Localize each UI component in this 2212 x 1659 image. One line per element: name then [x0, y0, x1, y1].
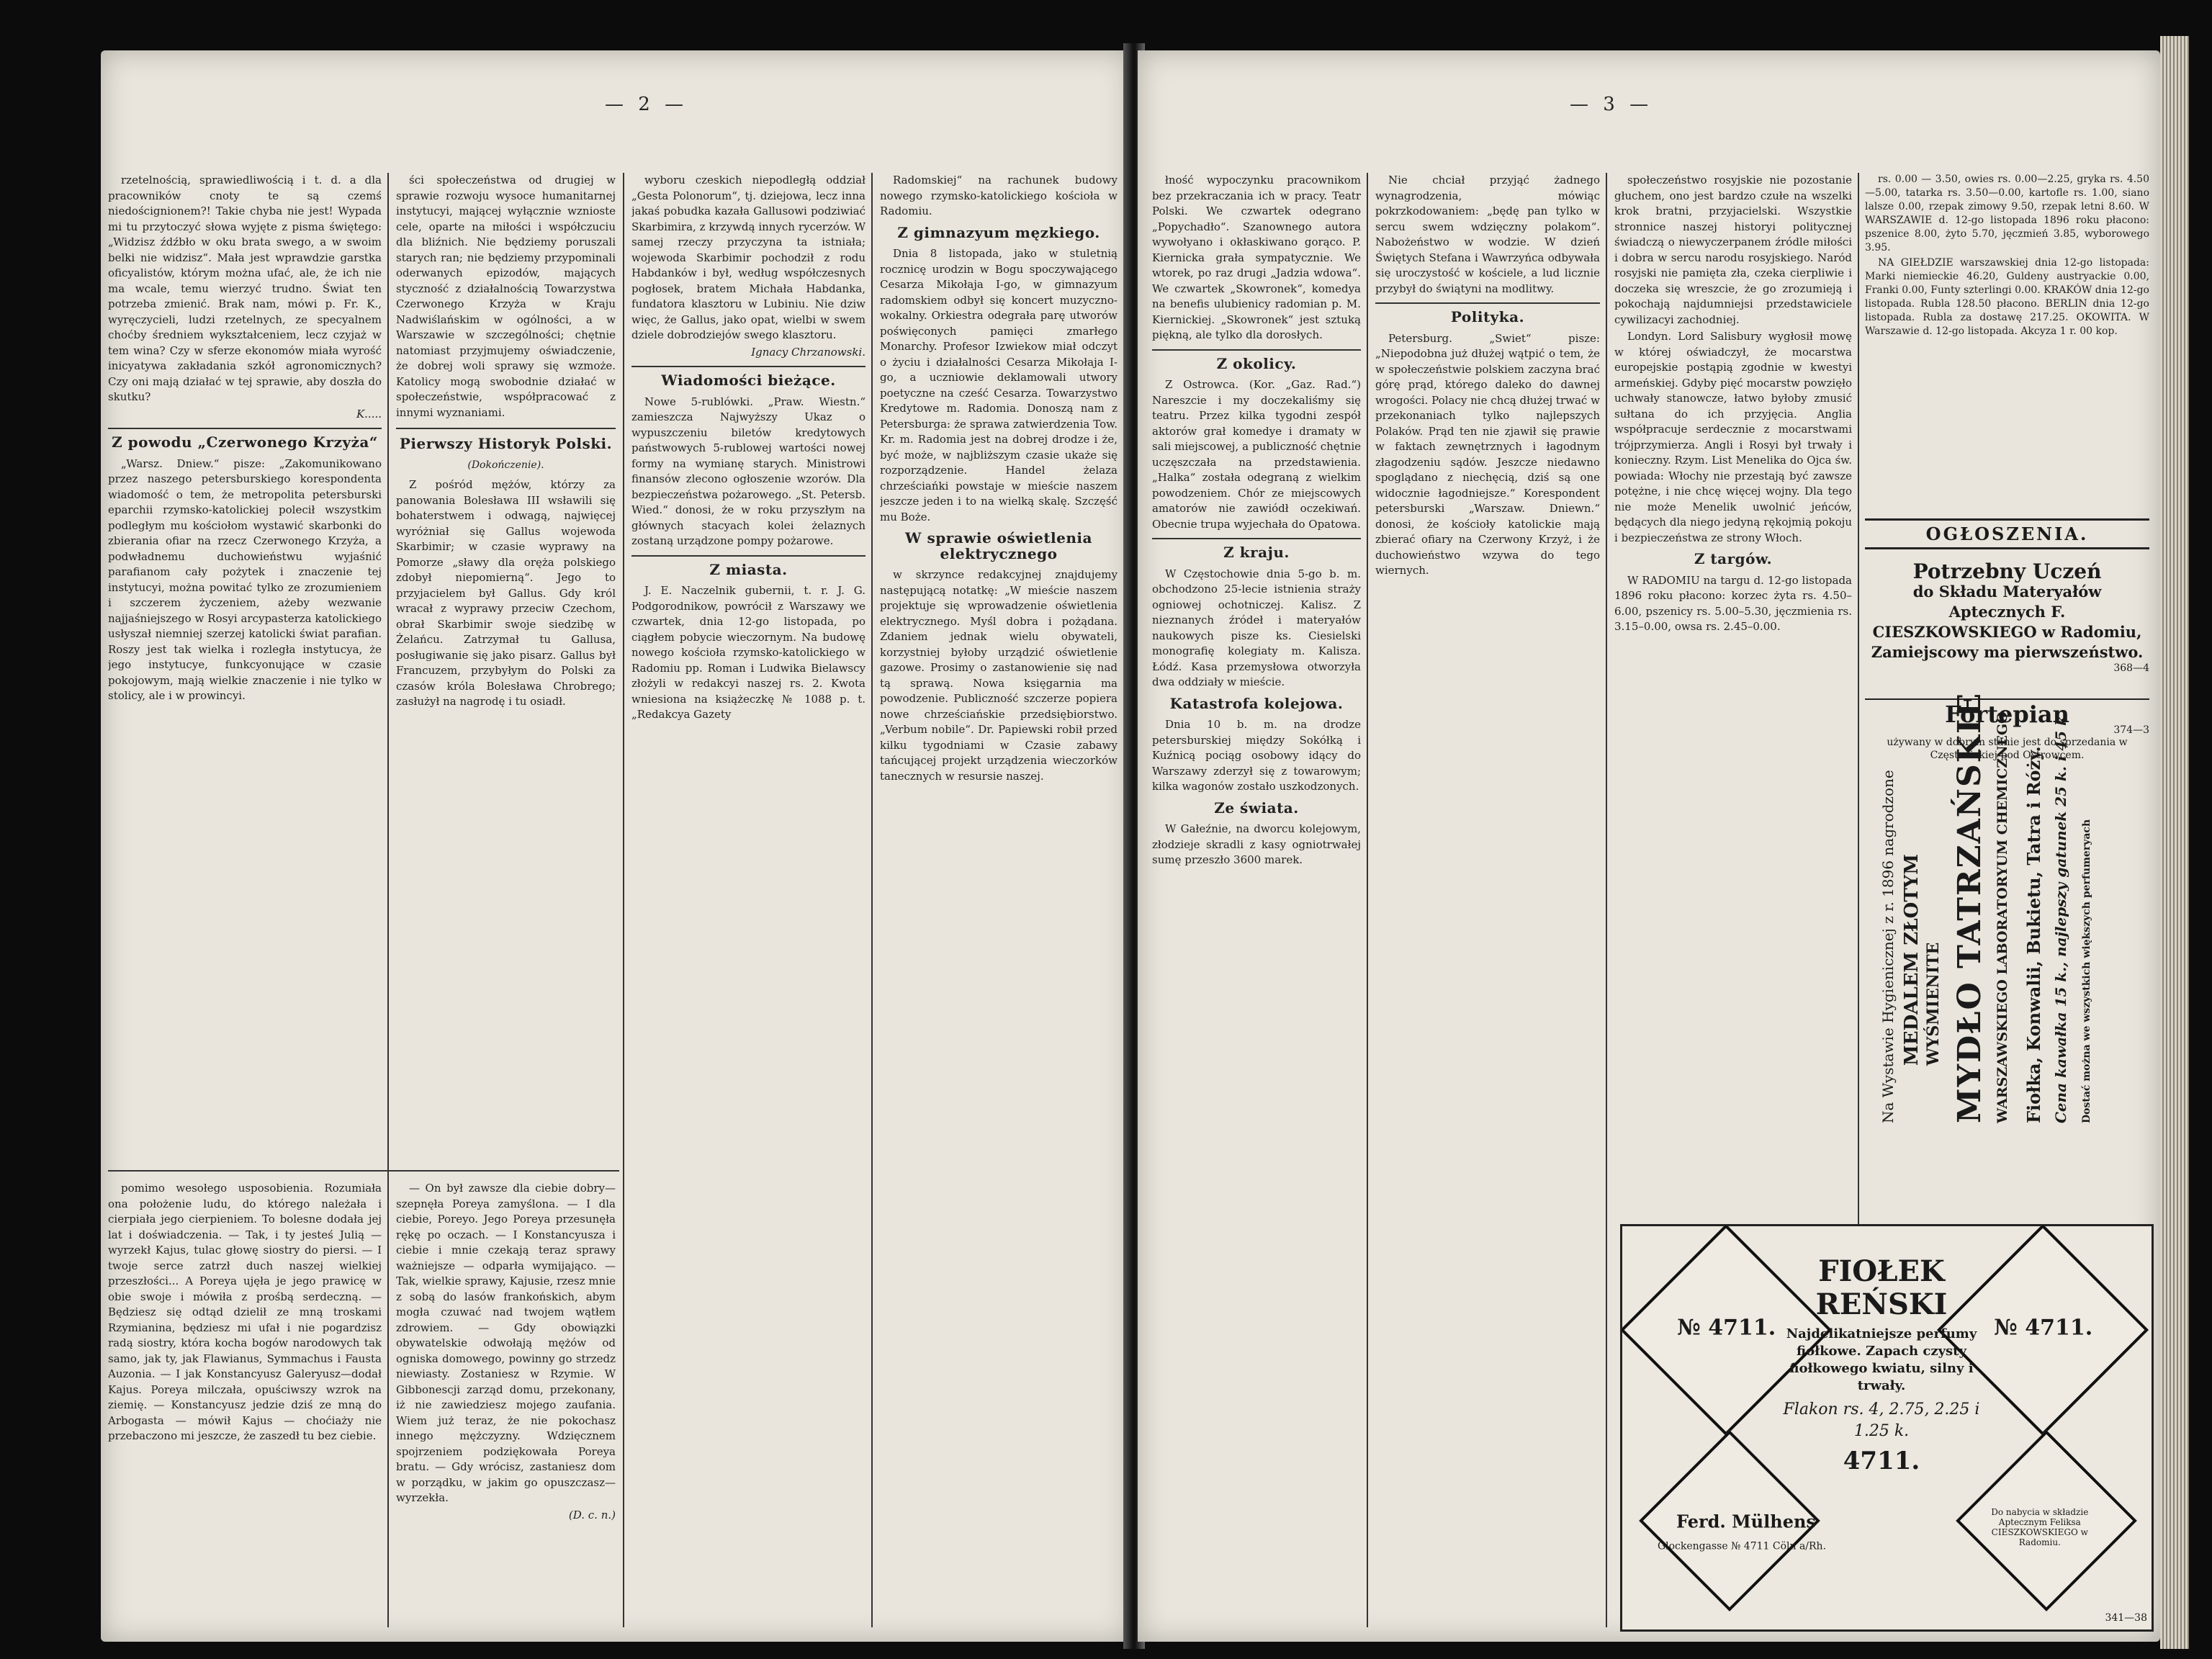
article-text: „Warsz. Dniew.“ pisze: „Zakomunikowano przez naszego petersburskiego korespondenta wiadomość o tem, że metropolita petersburski eparchii rzymsko-katolickiej polecił wszystkim podległym mu kościołom wystawić skarbonki do zbierania ofiar na rzecz Czerwonego Krzyża, a podwładnemu duchowieństwu wyjaśnić parafianom cały pożytek i znaczenie tej instytucyi, można powitać tylko ze zrozumieniem i szczerem życzeniem, ażeby wezwanie najjaśniejszego w Rosyi arcypasterza katolickiego usłyszał niemniej szerzej katolicki świat parafian. Roszy jest tak wielka i rozległa instytucya, że jego instytucye, funkcyonujące w czasie pokojowym, mają wielkie znaczenie i nie tylko w stolicy, ale i w prowincyi.	[108, 457, 382, 702]
article-text: w skrzynce redakcyjnej znajdujemy następującą notatkę: „W mieście naszem projektuje się wprowadzenie oświetlenia elektrycznego. Myśl dobra i pożądana. Zdaniem jednak wielu obywateli, korzystniej byłoby urządzić oświetlenie gazowe. Prosimy o zastanowienie się nad tą sprawą. Nowa księgarnia ma powodzenie. Publiczność szczerze popiera nowe chrześciańskie przedsiębiorstwo. „Verbum nobile“. Dr. Papiewski robił przed kilku tygodniami w Czasie zabawy tańcującej projekt urządzenia wieczorków tanecznych w resursie naszej.	[880, 568, 1118, 783]
article-text: społeczeństwo rosyjskie nie pozostanie głuchem, ono jest bardzo czułe na wszelki krok bratni, przyjacielski. Wszystkie stronnice naszej historyi politycznej świadczą o niewyczerpanem źródle miłości i dobra w sercu narodu rosyjskiego. Naród rosyjski nie pamięta zła, czeka cierpliwie i doczeka się wreszcie, że go zrozumieją i pokochają najdumniejsi przedstawiciele cywilizacyi zachodniej.	[1614, 174, 1852, 326]
section-headline: Z kraju.	[1223, 544, 1290, 561]
column-rule	[871, 173, 873, 1627]
article-headline: Pierwszy Historyk Polski.	[399, 435, 613, 452]
article-text: rzetelnością, sprawiedliwością i t. d. a dla pracowników cnoty te są czemś niedoścignionem?! Takie chyba nie jest! Wypada mi tu przytoczyć słowa wyjęte z pisma świętego: „Widzisz źdźbło w oku brata swego, a w swoim belki nie widzisz“. Mała jest wprawdzie garstka oficyalistów, którym można ufać, ale, że ich nie ma wcale, temu wierzyć trudno. Świat ten potrzeba zmienić. Brak nam, mówi p. Fr. K., wyręczycieli, ludzi rzetelnych, ze specyalnem choćby średniem wykształceniem, lecz czyjaż w tem wina? Czy w sferze ekonomów miała wyrość inicyatywa zakładania szkół agronomicznych? Czy oni mają działać w tej sprawie, aby doszła do skutku?	[108, 174, 382, 403]
feuilleton-rule	[108, 1170, 619, 1172]
section-rule	[631, 366, 866, 367]
signature: (D. c. n.)	[568, 1508, 616, 1521]
article-text: wyboru czeskich niepodległą oddział „Gesta Polonorum“, tj. dziejowa, lecz inna jakaś pobudka kazała Gallusowi podziwiać Skarbimira, z krzywdą innych rycerzów. W samej rzeczy przyczyna ta istniała; wojewoda Skarbimir pochodził z rodu Habdanków i był, według współczesnych pogłosek, bratem Michała Habdanka, fundatora klasztoru w Lubiniu. Nie dziw więc, że Gallus, jako opat, wielbi w swem dziele dobrodziejów swego klasztoru.	[631, 174, 866, 341]
section-rule	[108, 428, 382, 429]
article-text: W Częstochowie dnia 5-go b. m. obchodzono 25-lecie istnienia straży ogniowej ochotniczej. Kalisz. Z nieznanych źródeł i materyałów naukowych pisze ks. Ciesielski monografię kolegiaty m. Kalisza. Łódź. Kasa przemysłowa otworzyła dwa oddziały w mieście.	[1152, 567, 1361, 688]
perfume-number: № 4711.	[1994, 1315, 2093, 1341]
section-headline: Katastrofa kolejowa.	[1169, 694, 1344, 712]
article-text: W Gałeźnie, na dworcu kolejowym, złodzieje skradli z kasy ogniotrwałej sumę przeszło 3600 marek.	[1152, 822, 1361, 866]
market-prices	[1865, 173, 2149, 511]
column-rule	[623, 173, 624, 1627]
feuilleton-text: pomimo wesołego usposobienia. Rozumiała ona położenie ludu, do którego należała i cierpiała jego cierpieniem. To bolesne dodała jej lat i doświadczenia. — Tak, i ty jesteś Julią — wyrzekł Kajus, tulac głowę siostry do piersi. — I twoje serce zatrzł duch naszej wielkiej przeszłości... A Poreya ujęła je jego prawicę w obie swoje i mówiła z prośbą serdeczną. — Będziesz się odtąd dzielił ze mną troskami Rzymianina, będziesz mi ufał i nie pogardzisz radą siostry, która kocha bogów narodowych tak samo, jak ty, jak Flawianus, Symmachus i Fausta Auzonia. — I jak Konstancyusz Galeryusz—dodał Kajus. Poreya milczała, opuściwszy wzrok na ziemię. — Konstancyusz jedzie dziś ze mną do Arbogasta — mówił Kajus — choćiaży nie przebaczono mi jeszcze, że zaszedł tu bez ciebie.	[108, 1182, 382, 1442]
perfume-subtitle: Najdelikatniejsze perfumy fiołkowe. Zapach czysty fiołkowego kwiatu, silny i trwały.	[1786, 1326, 1977, 1393]
section-rule	[1152, 349, 1361, 351]
right-page	[1138, 50, 2160, 1642]
soap-ad-kinds: Fiołka, Konwalii, Bukietu, Tatra i Róży.	[2023, 746, 2044, 1123]
column-rule	[1367, 173, 1368, 1627]
ad-title: Fortepian	[1945, 701, 2069, 728]
ad-body: używany w dobrym stanie jest do sprzedania w Częstocickiej pod Ostrowcem.	[1887, 737, 2128, 761]
section-rule	[396, 428, 616, 429]
announcements-header: OGŁOSZENIA.	[1865, 518, 2149, 549]
perfume-mark: 4711.	[1843, 1447, 1920, 1475]
perfume-number: № 4711.	[1677, 1315, 1776, 1341]
ad-code: 368—4	[2113, 662, 2149, 674]
section-headline: Wiadomości bieżące.	[661, 372, 836, 389]
cieszkowski-text: Do nabycia w składzie Aptecznym Feliksa CIESZKOWSKIEGO w Radomiu.	[1991, 1507, 2089, 1548]
ad-code: 374—3	[2113, 724, 2149, 736]
section-headline: Ze świata.	[1214, 799, 1299, 817]
article-text: Radomskiej“ na rachunek budowy nowego rzymsko-katolickiego kościoła w Radomiu.	[880, 174, 1118, 217]
perfume-ad	[1620, 1224, 2154, 1632]
feuilleton-column-2	[396, 1181, 616, 1627]
perfume-title: FIOŁEK REŃSKI	[1815, 1254, 1948, 1321]
perfume-center	[1766, 1255, 1997, 1475]
article-text: ści społeczeństwa od drugiej w sprawie rozwoju wysoce humanitarnej instytucyi, mającej wyłącznie wznioste cele, oparte na miłości i współczuciu dla bliźnich. Nie będziemy poruszali starych ran; nie będziemy przypominali oderwanych epizodów, mających styczność z działalnością Towarzystwa Czerwonego Krzyża w Kraju Nadwiślańskim w ogólności, a w Warszawie w szczególności; chętnie natomiast przyjmujemy oświadczenie, że dobrej woli sprawy się wzmoże. Katolicy mogą swobodnie działać w społeczeństwie, współpracować z innymi wyznaniami.	[396, 174, 616, 419]
article-text: Dnia 10 b. m. na drodze petersburskiej między Sokółką i Kuźnicą pociąg osobowy idący do Warszawy zderzył się z towarowym; kilka wagonów zostało uszkodzonych.	[1152, 718, 1361, 793]
column-rule	[1606, 173, 1607, 1627]
article-text: Nowe 5-rublówki. „Praw. Wiestn.“ zamieszcza Najwyższy Ukaz o wypuszczeniu biletów kredytowych państwowych 5-rublowej wartości nowej formy na wymianę starych. Ministrowi finansów zlecono ogłoszenie wzorów. Dla bezpieczeństwa pożarowego. „St. Petersb. Wied.“ donosi, że w roku przyszłym na głównych stacyach kolei żelaznych zostaną urządzone pompy pożarowe.	[631, 395, 866, 547]
feuilleton-text: — On był zawsze dla ciebie dobry—szepnęła Poreya zamyślona. — I dla ciebie, Poreyo. Jego Poreya przesunęła rękę po oczach. — I Konstancyusza i ciebie i mnie czekają teraz sprawy ważniejsze — odparła wymijająco. — Tak, wielkie sprawy, Kajusie, rzesz mnie z sobą do lasów frankońskich, abym mogła czuwać nad twojem wątłem zdrowiem. — Gdy obowiązki obywatelskie odwołają mężów od ogniska domowego, powinny go strzedz niewiasty. Zostaniesz w Rzymie. W Gibbonescji zarząd domu, przekonany, iż nie zawiedziesz mojego zaufania. Wiem już teraz, że nie pokochasz innego mężczyzny. Wdzięcznem spojrzeniem podziękowała Poreya bratu. — Gdy wrócisz, zastaniesz dom w porządku, w jakim go opuszczasz—wyrzekła.	[396, 1182, 616, 1504]
section-rule	[631, 555, 866, 557]
article-text: J. E. Naczelnik gubernii, t. r. J. G. Podgorodnikow, powrócił z Warszawy we czwartek, dnia 12-go listopada, po ciągłem pobycie wieczornym. Na budowę nowego kościoła rzymsko-katolickiego w Radomiu pp. Roman i Ludwika Bielawscy złożyli w redakcyi naszej rs. 2. Kwota wniesiona na książeczkę № 1088 p. t. „Redakcya Gazety	[631, 584, 866, 721]
article-text: Petersburg. „Swiet“ pisze: „Niepodobna już dłużej wątpić o tem, że w społeczeństwie polskiem zaczyna brać górę prąd, którego daleko do dawnej wrogości. Polacy nie chcą dłużej trwać w przekonaniach tylko najlepszych Polaków. Prąd ten nie zjawił się prawie w faktach zewnętrznych i łagodnym złagodzeniu sądów. Jeszcze niedawno spoglądano z niechęcią, dziś są one widocznie łagodniejsze.“ Korespondent petersburski „Warszaw. Dniewn.“ donosi, że kościoły katolickie mają zbierać ofiary na Czerwony Krzyż, i że duchowieństwo wzywa do tego wiernych.	[1375, 331, 1600, 577]
left-page	[101, 50, 1130, 1642]
article-headline: W sprawie oświetlenia elektrycznego	[905, 529, 1092, 562]
perfume-price: Flakon rs. 4, 2.75, 2.25 i 1.25 k.	[1783, 1401, 1980, 1440]
signature: Ignacy Chrzanowski.	[751, 345, 866, 359]
soap-ad-title: MYDŁO TATRZAŃSKIE	[1951, 691, 1988, 1123]
article-text: Z pośród mężów, którzy za panowania Bolesława III wsławili się bohaterstwem i odwagą, najwięcej wyróżniał się Gallus wojewoda Skarbimir; w czasie wyprawy na Pomorze „sławy dla oręża polskiego zdobył niepomierną“. Jego to przyjacielem był Gallus. Gdy król wracał z wyprawy przeciw Czechom, obrał Skarbimir swoje siedzibę w Żelańcu. Zatrzymał tu Gallusa, posługiwanie się jako pisarz. Gallus był Francuzem, przybyłym do Polski za czasów króla Bolesława Chrobrego; zasłużył na nagrodę i tu osiadł.	[396, 478, 616, 708]
left-column-2	[396, 173, 616, 1166]
mulhens-name: Ferd. Mülhens	[1676, 1511, 1816, 1532]
signature: K.....	[356, 407, 382, 421]
soap-ad-medal: MEDALEM ZŁOTYM	[1901, 853, 1923, 1066]
section-headline: Z targów.	[1694, 550, 1773, 567]
article-text: Londyn. Lord Salisbury wygłosił mowę w której oświadczył, że mocarstwa europejskie postąpią zgodnie w kwestyi armeńskiej. Gdyby pięć mocarstw powzięło uchwały stanowcze, łatwo byłoby zmusić sułtana do ich przyjęcia. Anglia współpracuje serdecznie z mocarstwami trójprzymierza. Angli i Rosyi był trwały i konieczny. Rzym. List Menelika do Ojca św. powiada: Włochy nie przestają być zawsze potężne, i nie chcę więcej wojny. Dla tego nie może Menelik uwolnić jeńców, będących dla niego jedyną rękojmią pokoju i bezpieczeństwa ze strony Włoch.	[1614, 330, 1852, 544]
left-column-4	[880, 173, 1118, 1627]
section-headline: Z miasta.	[709, 560, 788, 578]
mulhens-address: Glockengasse № 4711 Cöln a/Rh.	[1657, 1540, 1827, 1552]
right-column-2	[1375, 173, 1600, 1627]
article-text: łność wypoczynku pracownikom bez przekraczania ich w pracy. Teatr Polski. We czwartek odegrano „Popychadło“. Szanownego autora wywołyano i okłaskiwano gorąco. P. Kiernicka grała sympatycznie. We wtorek, po raz drugi „Jadzia wdowa“. We czwartek „Skowronek“, komedya na benefis ulubienicy radomian p. M. Kiernickiej. „Skowronek“ jest sztuką piękną, ale tylko dla dorosłych.	[1152, 174, 1361, 341]
left-page-number: — 2 —	[605, 94, 688, 115]
left-column-1	[108, 173, 382, 1166]
section-headline: Z okolicy.	[1216, 354, 1297, 372]
article-subtitle: (Dokończenie).	[467, 459, 544, 471]
soap-ad-lab: WARSZAWSKIEGO LABORATORYUM CHEMICZNEGO	[1995, 711, 2010, 1123]
section-rule	[1152, 538, 1361, 539]
soap-ad-price: Cena kawałka 15 k., najlepszy gatunek 25 k. i 45 k.	[2052, 711, 2069, 1123]
article-text: Nie chciał przyjąć żadnego wynagrodzenia, mówiąc pokrzkodowaniem: „będę pan tylko w sercu swem wdzięczny polakom“. Nabożeństwo w wodzie. W dzień Świętych Stefana i Wawrzyńca odbywała się uroczystość w kościele, a lud licznie przybył do świątyni na modlitwy.	[1375, 174, 1600, 295]
soap-ad-line: WYŚMIENITE	[1924, 942, 1943, 1066]
ad-code: 341—38	[2105, 1612, 2147, 1624]
left-column-3	[631, 173, 866, 1627]
soap-ad-note: Dostać można we wszystkich większych perfumeryach	[2081, 819, 2092, 1123]
exchange-text: NA GIEŁDZIE warszawskiej dnia 12-go listopada: Marki niemieckie 46.20, Guldeny austryackie 0.00, Franki 0.00, Funty szterlingi 0.00. KRAKÓW dnia 12-go listopada. Rubla 128.50 płacono. BERLIN dnia 12-go listopada. Rubla za dostawę 217.25. OKOWITA. W Warszawie d. 12-go listopada. Akcyza 1 r. 00 kop.	[1865, 257, 2149, 337]
article-text: Dnia 8 listopada, jako w stuletnią rocznicę urodzin w Bogu spoczywającego Cesarza Mikołaja I-go, w gimnazyum radomskiem odbył się koncert muzyczno-wokalny. Orkiestra odegrała parę utworów poświęconych pamięci zmarłego Monarchy. Profesor Izwiekow miał odczyt o życiu i działalności Cesarza Mikołaja I-go, a uczniowie deklamowali utwory poetyczne na cześć Cesarza. Towarzystwo Kredytowe m. Radomia. Donoszą nam z Petersburga: że sprawa zatwierdzenia Tow. Kr. m. Radomia jest na dobrej drodze i że, być może, w najbliższym czasie ukaże się rozporządzenie. Handel żelaza chrześciańki powstaje w mieście naszem jeszcze jeden i to na wielką skalę. Szczęść mu Boże.	[880, 247, 1118, 523]
right-page-number: — 3 —	[1570, 94, 1653, 115]
soap-ad-line: Na Wystawie Hygienicznej z r. 1896 nagrodzone	[1879, 770, 1897, 1123]
column-rule	[1858, 173, 1859, 1224]
ad-body: do Składu Materyałów Aptecznych F. CIESZKOWSKIEGO w Radomiu, Zamiejscowy ma pierwszeństwo.	[1871, 583, 2144, 661]
prices-text: rs. 0.00 — 3.50, owies rs. 0.00—2.25, gryka rs. 4.50—5.00, tatarka rs. 3.50—0.00, kartofle rs. 1.00, siano lalsze 0.00, rzepak zimowy 9.50, rzepak letni 8.60. W WARSZAWIE d. 12-go listopada 1896 roku płacono: pszenice 8.00, żyto 5.70, jęczmień 3.85, wyborowego 3.95.	[1865, 174, 2149, 253]
article-headline: Z powodu „Czerwonego Krzyża“	[112, 433, 378, 451]
section-rule	[1375, 302, 1600, 304]
right-column-1	[1152, 173, 1361, 1627]
feuilleton-column-1	[108, 1181, 382, 1627]
ad-title: Potrzebny Uczeń	[1912, 559, 2102, 583]
article-text: Z Ostrowca. (Kor. „Gaz. Rad.“) Nareszcie i my doczekaliśmy się teatru. Przez kilka tygodni zespół aktorów grał komedye i dramaty w sali miejscowej, a publiczność chętnie uczęszczała na przedstawienia. „Halka“ została odegraną z wielkim powodzeniem. Chór ze miejscowych amatorów nie zawiódł oczekiwań. Obecnie trupa wyjechała do Opatowa.	[1152, 378, 1361, 531]
article-text: W RADOMIU na targu d. 12-go listopada 1896 roku płacono: korzec żyta rs. 4.50–6.00, pszenicy rs. 5.00–5.30, jęczmienia rs. 3.15–0.00, owsa rs. 2.45–0.00.	[1614, 573, 1852, 633]
section-headline: Polityka.	[1450, 308, 1525, 325]
right-column-3	[1614, 173, 1852, 1224]
article-headline: Z gimnazyum męzkiego.	[897, 223, 1100, 241]
page-edges	[2160, 36, 2189, 1649]
column-rule	[387, 173, 389, 1627]
apprentice-ad	[1865, 559, 2149, 674]
